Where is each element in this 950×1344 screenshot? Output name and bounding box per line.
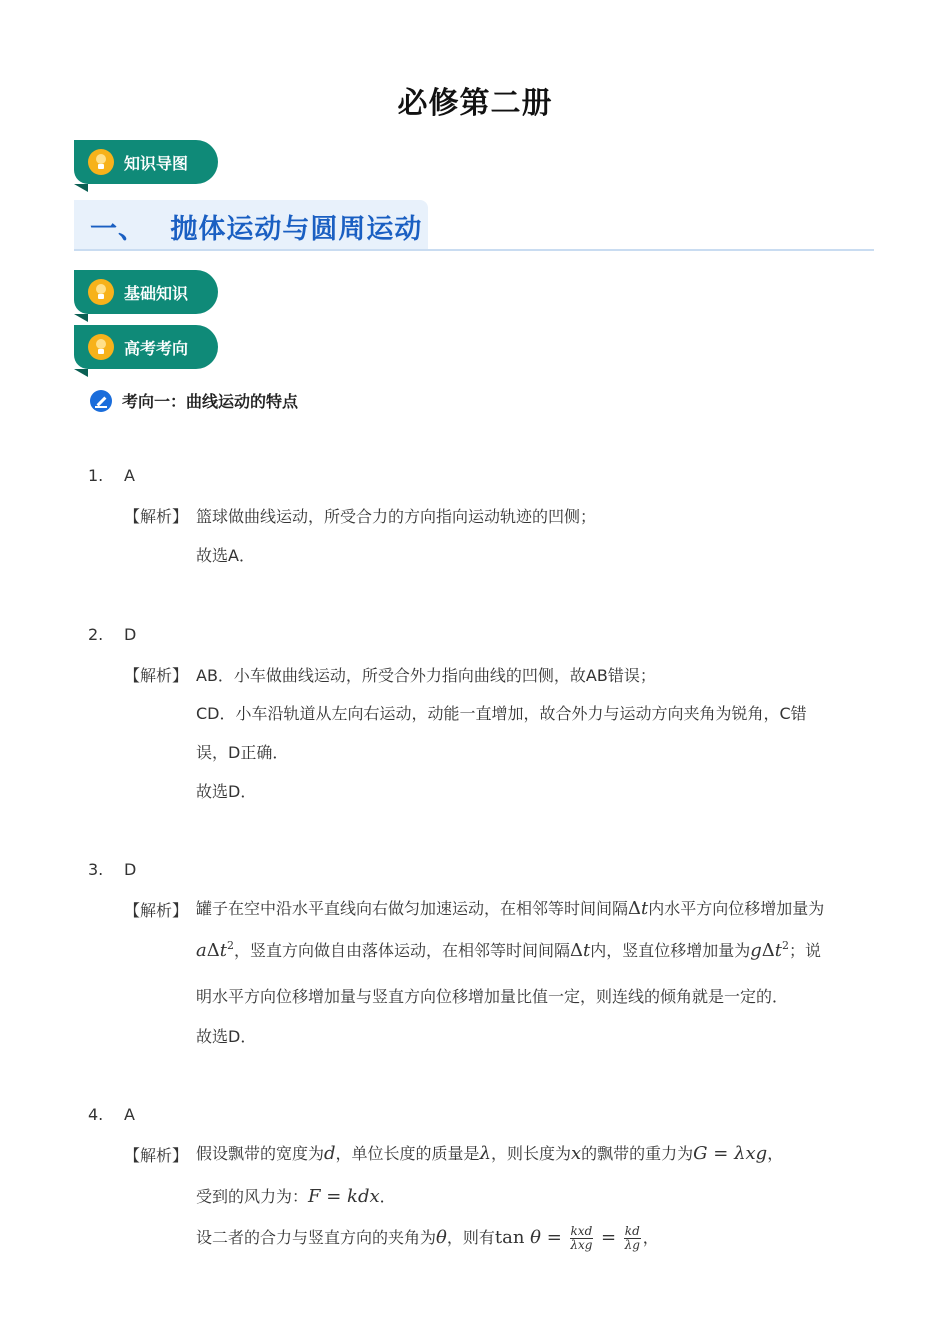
math-expression: F [308,1186,321,1207]
analysis-label: 【解析】 [124,666,189,685]
question-number: 4. [88,1105,104,1124]
analysis-line: 故选D． [196,1027,257,1046]
math-expression: d [324,1143,336,1164]
analysis-line: 设二者的合力与竖直方向的夹角为θ，则有tan θ = $\frac{\text{kxd}}{\text{λxg}}$ = $\frac{kd}{\lambda g}$ ， [196,1224,659,1252]
analysis-line: 罐子在空中沿水平直线向右做匀加速运动，在相邻等时间间隔Δt内水平方向位移增加量为 [196,898,825,919]
math-expression: g [750,940,762,961]
math-expression: tan [494,1227,531,1248]
question-number: 1. [88,466,104,485]
analysis-line: aΔt$^2$，竖直方向做自由落体运动，在相邻等时间间隔Δt内，竖直位移增加量为gΔt$^2$；说 [196,939,822,961]
analysis-line: AB．小车做曲线运动，所受合外力指向曲线的凹侧，故AB错误； [196,666,656,685]
question-number: 2. [88,625,104,644]
subhead [90,389,298,412]
analysis-line: CD．小车沿轨道从左向右运动，动能一直增加，故合外力与运动方向夹角为锐角，C错 [196,704,807,723]
question-answer: D [124,625,137,644]
math-expression: a [196,940,207,961]
analysis-label: 【解析】 [124,901,189,920]
subhead-text: 考向一：曲线运动的特点 [122,392,299,411]
math-expression: x [571,1143,582,1164]
fraction: $\frac{kd}{\lambda g}$ [624,1224,640,1252]
tag-exam-direction [74,325,218,369]
analysis-line: 篮球做曲线运动，所受合力的方向指向运动轨迹的凹侧； [196,507,597,526]
math-expression: θ [436,1227,447,1248]
page-title: 必修第二册 [397,86,553,121]
math-expression: G [693,1143,708,1164]
section-title [90,207,422,246]
pen-icon [90,390,112,412]
tag-basic-knowledge [74,270,218,314]
math-expression: Δt [628,898,649,919]
tag-label: 基础知识 [124,283,189,303]
lightbulb-icon [88,334,114,360]
section-title-text: 抛体运动与圆周运动 [170,214,423,245]
question-answer: A [124,466,135,485]
math-expression: λ [479,1143,491,1164]
math-expression: Δt [569,940,591,961]
analysis-line: 明水平方向位移增加量与竖直方向位移增加量比值一定，则连线的倾角就是一定的． [196,987,789,1006]
analysis-line: 故选A． [196,546,255,565]
tag-knowledge-map [74,140,218,184]
analysis-line: 故选D． [196,782,257,801]
question-answer: A [124,1105,135,1124]
analysis-line: 假设飘带的宽度为d，单位长度的质量是λ，则长度为x的飘带的重力为G = λxg， [196,1143,784,1164]
question-number: 3. [88,860,104,879]
section-number: 一、 [90,214,146,245]
analysis-line: 误，D正确． [196,743,289,762]
lightbulb-icon [88,149,114,175]
question-answer: D [124,860,137,879]
analysis-line: 受到的风力为：F = kdx． [196,1186,396,1207]
tag-label: 高考考向 [124,338,189,358]
tag-label: 知识导图 [124,153,189,173]
analysis-label: 【解析】 [124,1146,189,1165]
lightbulb-icon [88,279,114,305]
fraction: $\frac{\text{kxd}}{\text{λxg}}$ [570,1224,593,1252]
analysis-label: 【解析】 [124,507,189,526]
section-divider [74,249,874,251]
